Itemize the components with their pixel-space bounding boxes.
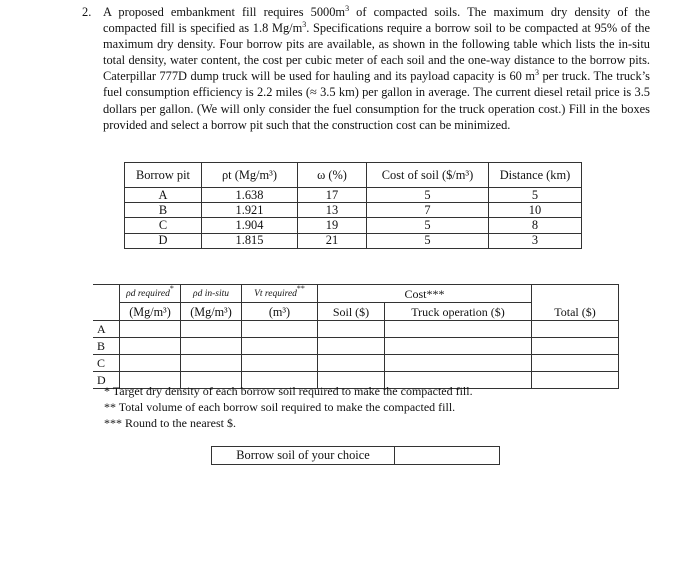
row-label: D — [93, 372, 120, 389]
answer-cell[interactable] — [242, 355, 318, 372]
answer-cell[interactable] — [120, 321, 181, 338]
superscript: 3 — [302, 19, 307, 29]
answer-cell[interactable] — [242, 321, 318, 338]
cell-density: 1.638 — [202, 188, 298, 203]
header-label: Vt required — [254, 289, 297, 299]
table-row — [125, 188, 582, 203]
row-label: C — [93, 355, 120, 372]
answer-cell[interactable] — [318, 338, 385, 355]
cell-pit: C — [125, 218, 202, 233]
answer-cell[interactable] — [532, 338, 619, 355]
table-row — [125, 218, 582, 233]
footnote-1: * Target dry density of each borrow soil required to make the compacted fill. — [104, 384, 473, 398]
footnote-mark: ** — [296, 284, 305, 293]
footnote-mark: * — [169, 284, 174, 293]
header-total: Total ($) — [532, 285, 619, 321]
row-label: B — [93, 338, 120, 355]
table-row — [125, 233, 582, 248]
cell-cost: 7 — [367, 203, 489, 218]
cell-pit: A — [125, 188, 202, 203]
cell-cost: 5 — [367, 188, 489, 203]
unit-rho-required: (Mg/m³) — [120, 303, 181, 321]
table-row — [93, 321, 619, 338]
cell-distance: 8 — [489, 218, 582, 233]
answer-cell[interactable] — [120, 355, 181, 372]
table-row — [93, 355, 619, 372]
header-soil-cost: Soil ($) — [318, 303, 385, 321]
answer-cell[interactable] — [318, 355, 385, 372]
answer-cell[interactable] — [385, 338, 532, 355]
borrow-choice-input[interactable] — [395, 447, 499, 464]
answer-cell[interactable] — [532, 355, 619, 372]
header-cost-of-soil: Cost of soil ($/m³) — [367, 163, 489, 188]
answer-cell[interactable] — [181, 321, 242, 338]
borrow-choice-label: Borrow soil of your choice — [212, 447, 395, 464]
superscript: 3 — [345, 3, 350, 13]
cell-pit: D — [125, 233, 202, 248]
cell-density: 1.815 — [202, 233, 298, 248]
cell-water: 19 — [298, 218, 367, 233]
cell-water: 13 — [298, 203, 367, 218]
header-cost: Cost*** — [318, 285, 532, 303]
cell-pit: B — [125, 203, 202, 218]
header-total-density: ρt (Mg/m³) — [202, 163, 298, 188]
header-rho-required — [120, 285, 181, 303]
table-header-row — [125, 163, 582, 188]
answer-cell[interactable] — [532, 372, 619, 389]
cell-distance: 3 — [489, 233, 582, 248]
answer-cell[interactable] — [318, 321, 385, 338]
problem-number: 2. — [82, 5, 92, 19]
answer-table — [93, 284, 619, 389]
borrow-pits-table — [124, 162, 582, 249]
table-row — [125, 203, 582, 218]
cell-distance: 10 — [489, 203, 582, 218]
problem-statement — [82, 4, 650, 133]
header-water-content: ω (%) — [298, 163, 367, 188]
borrow-choice-box — [211, 446, 500, 465]
header-borrow-pit: Borrow pit — [125, 163, 202, 188]
header-label: ρd required — [126, 289, 170, 299]
footnote-2: ** Total volume of each borrow soil required to make the compacted fill. — [104, 400, 456, 414]
header-truck-cost: Truck operation ($) — [385, 303, 532, 321]
footnotes — [104, 383, 473, 431]
problem-text-part: per truck. The truck’s fuel consumption efficiency is 2.2 miles (≈ 3.5 km) per gallon in average. The current diesel retail price is 3.5 dollars per gallon. (We will only consider the fuel consumption for the truck operation cost.) Fill in the boxes provided and select a borrow pit such that the construction cost can be minimized. — [103, 69, 650, 132]
header-label: ρd in-situ — [193, 289, 229, 299]
unit-vt: (m³) — [242, 303, 318, 321]
problem-text-part: A proposed embankment fill requires 5000m — [103, 5, 346, 19]
answer-cell[interactable] — [532, 321, 619, 338]
unit-rho-insitu: (Mg/m³) — [181, 303, 242, 321]
header-rho-insitu — [181, 285, 242, 303]
cell-density: 1.921 — [202, 203, 298, 218]
problem-text-part: . Specifications require a borrow soil to be compacted at 95% of the maximum dry density. Four borrow pits are available, as shown in the following table which lists the in-situ total density, water content, the cost per cubic meter of each soil and the one-way distance to the borrow pits. Caterpillar 777D dump truck will be used for hauling and its payload capacity is 60 m — [103, 21, 650, 84]
problem-text — [103, 4, 650, 133]
answer-cell[interactable] — [385, 355, 532, 372]
table-header-row — [93, 285, 619, 303]
answer-cell[interactable] — [385, 321, 532, 338]
answer-cell[interactable] — [242, 338, 318, 355]
cell-cost: 5 — [367, 233, 489, 248]
answer-cell[interactable] — [181, 338, 242, 355]
problem-text-part: of compacted soils. The maximum dry density of the compacted fill is specified as 1.8 Mg/m — [103, 5, 650, 36]
header-distance: Distance (km) — [489, 163, 582, 188]
superscript: 3 — [534, 68, 539, 78]
table-row — [93, 338, 619, 355]
cell-density: 1.904 — [202, 218, 298, 233]
footnote-3: *** Round to the nearest $. — [104, 416, 236, 430]
corner-cell — [93, 285, 120, 321]
cell-water: 21 — [298, 233, 367, 248]
answer-cell[interactable] — [120, 338, 181, 355]
header-vt-required — [242, 285, 318, 303]
answer-cell[interactable] — [181, 355, 242, 372]
cell-distance: 5 — [489, 188, 582, 203]
cell-cost: 5 — [367, 218, 489, 233]
row-label: A — [93, 321, 120, 338]
cell-water: 17 — [298, 188, 367, 203]
